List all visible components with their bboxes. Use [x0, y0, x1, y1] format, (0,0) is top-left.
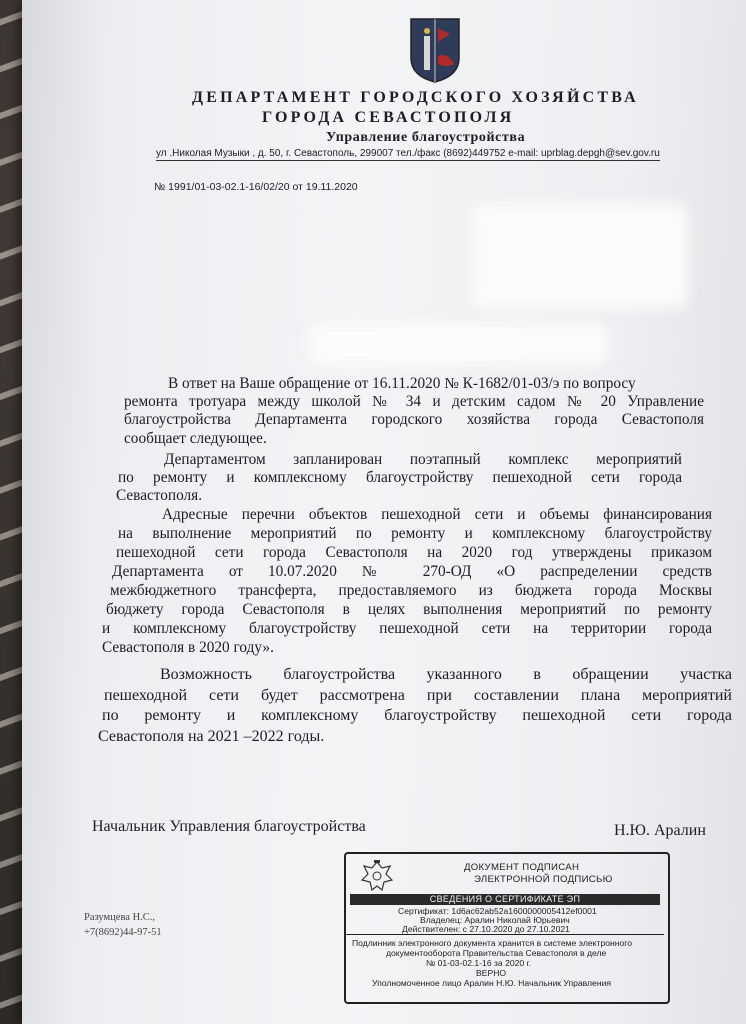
e-signature-stamp	[344, 852, 670, 1004]
text-line: бюджету города Севастополя в целях выполнения мероприятий по ремонту	[106, 601, 712, 618]
text-line: Департаментом запланирован поэтапный комплекс мероприятий	[164, 451, 682, 468]
executor-info	[84, 910, 162, 940]
certificate-bar: СВЕДЕНИЯ О СЕРТИФИКАТЕ ЭП	[350, 894, 660, 905]
text-line: и комплексному благоустройству пешеходной сети на территории города	[102, 620, 712, 637]
unit-heading: Управление благоустройства	[326, 130, 526, 145]
text-line: Адресные перечни объектов пешеходной сети и объемы финансирования	[162, 506, 712, 523]
text-line: пешеходной сети города Севастополя на 2020 год утверждены приказом	[116, 544, 712, 561]
paragraph-1	[92, 375, 704, 448]
paragraph-4	[92, 665, 732, 747]
verified-mark: ВЕРНО	[476, 968, 507, 978]
text-line: сообщает следующее.	[124, 429, 267, 447]
text-line: ремонта тротуара между школой № 34 и детским садом № 20 Управление	[124, 393, 704, 411]
coat-of-arms-icon	[408, 16, 462, 84]
redacted-recipient	[472, 204, 688, 308]
text-line: Севастополя в 2020 году».	[102, 639, 274, 656]
text-line: Департамента от 10.07.2020 № 270-ОД «О распределении средств	[112, 563, 712, 580]
text-line: по ремонту и комплексному благоустройству пешеходной сети города	[118, 469, 682, 487]
paragraph-3	[92, 505, 712, 657]
certificate-owner: Владелец: Аралин Николай Юрьевич	[420, 915, 570, 925]
executor-phone: +7(8692)44-97-51	[84, 927, 162, 938]
paragraph-2	[92, 451, 682, 506]
text-line: пешеходной сети будет рассмотрена при составлении плана мероприятий	[104, 686, 732, 704]
address-line: ул .Николая Музыки , д. 50, г. Севастополь, 299007 тел./факс (8692)449752 e-mail: uprblag.depgh@sev.gov.ru	[156, 148, 660, 159]
letter-number: № 1991/01-03-02.1-16/02/20 от 19.11.2020	[154, 181, 358, 193]
text-line: Севастополя.	[116, 487, 203, 505]
executor-name: Разумцева Н.С.,	[84, 912, 156, 923]
city-heading: ГОРОДА СЕВАСТОПОЛЯ	[262, 109, 515, 126]
text-line: Возможность благоустройства указанного в обращении участка	[160, 666, 732, 683]
text-line: по ремонту и комплексному благоустройству пешеходной сети города	[102, 707, 732, 724]
certificate-id: Сертификат: 1d6ac62ab52a1600000005412ef0001	[398, 906, 597, 916]
text-line: благоустройства Департамента городского хозяйства города Севастополя	[124, 411, 704, 429]
text-line: В ответ на Ваше обращение от 16.11.2020 № К-1682/01-03/э по вопросу	[168, 375, 636, 392]
original-storage-3: № 01-03-02.1-16 за 2020 г.	[426, 958, 532, 968]
stamp-divider	[346, 934, 664, 935]
redacted-recipient-name	[308, 323, 608, 365]
authorized-person: Уполномоченное лицо Аралин Н.Ю. Начальник Управления	[372, 978, 612, 988]
text-line: Севастополя на 2021 –2022 годы.	[98, 727, 325, 745]
signatory-title: Начальник Управления благоустройства	[92, 818, 366, 835]
double-eagle-emblem-icon	[360, 858, 394, 894]
original-storage-1: Подлинник электронного документа хранится в системе электронного	[352, 938, 633, 948]
text-line: межбюджетного трансферта, предоставляемого из бюджета города Москвы	[110, 582, 712, 599]
signatory-name: Н.Ю. Аралин	[614, 822, 706, 839]
original-storage-2: документооборота Правительства Севастополя в деле	[386, 948, 607, 958]
certificate-validity: Действителен: с 27.10.2020 до 27.10.2021	[402, 924, 570, 934]
stamp-title-1: ДОКУМЕНТ ПОДПИСАН	[464, 862, 580, 873]
text-line: на выполнение мероприятий по ремонту и комплексному благоустройству	[118, 525, 712, 542]
stamp-title-2: ЭЛЕКТРОННОЙ ПОДПИСЬЮ	[474, 874, 613, 885]
department-heading: ДЕПАРТАМЕНТ ГОРОДСКОГО ХОЗЯЙСТВА	[192, 89, 639, 106]
